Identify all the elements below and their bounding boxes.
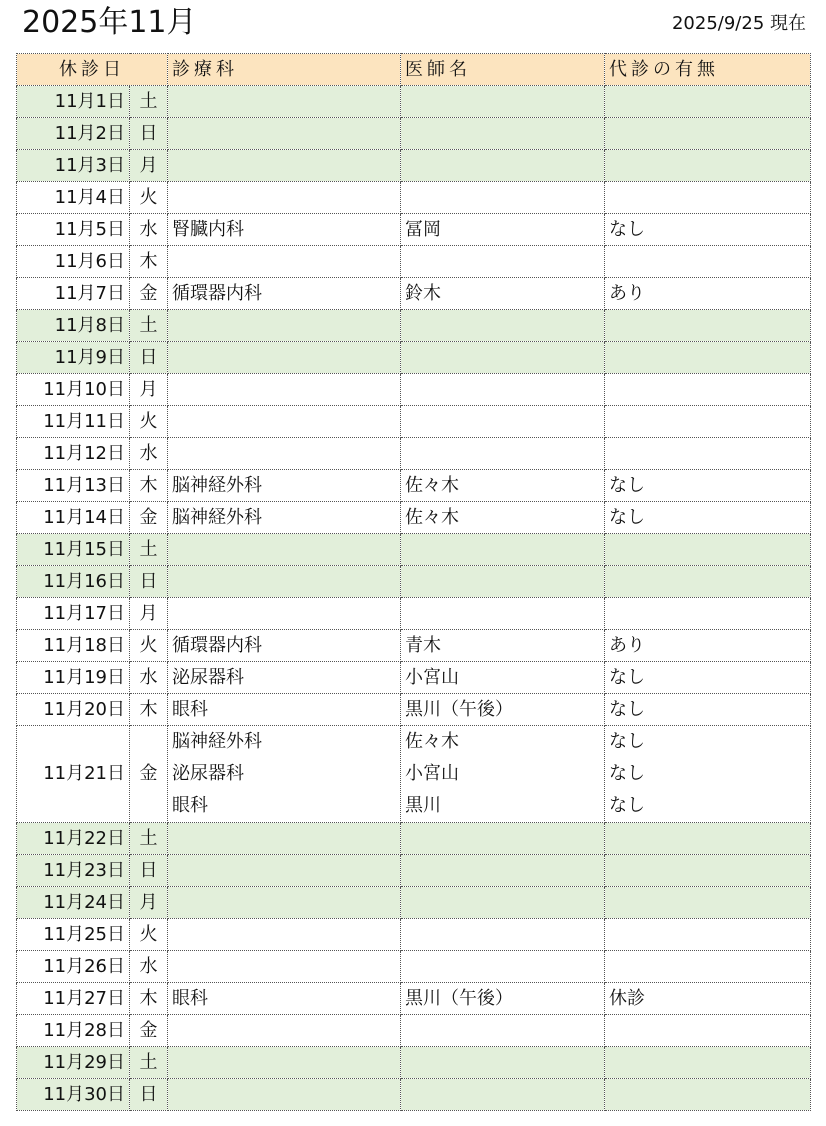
table-row [17, 694, 811, 726]
doctor-cell: 佐々木 [401, 502, 605, 534]
doctor-cell [401, 823, 605, 855]
date-cell: 11月26日 [17, 951, 130, 983]
table-row [17, 855, 811, 887]
table-row [17, 983, 811, 1015]
department-cell [168, 406, 401, 438]
date-cell: 11月4日 [17, 182, 130, 214]
substitute-cell [605, 118, 811, 150]
department-cell [168, 887, 401, 919]
weekday-cell: 火 [130, 630, 168, 662]
date-cell: 11月9日 [17, 342, 130, 374]
substitute-cell [605, 823, 811, 855]
department-cell [168, 438, 401, 470]
department-cell [168, 374, 401, 406]
table-row [17, 1079, 811, 1111]
table-row [17, 374, 811, 406]
weekday-cell: 木 [130, 983, 168, 1015]
substitute-cell [605, 150, 811, 182]
department-cell [168, 246, 401, 278]
column-header-substitute: 代診の有無 [605, 54, 811, 86]
table-row [17, 1015, 811, 1047]
doctor-cell: 佐々木 [401, 470, 605, 502]
table-row [17, 86, 811, 118]
weekday-cell: 火 [130, 406, 168, 438]
substitute-cell: あり [605, 278, 811, 310]
substitute-cell [605, 342, 811, 374]
weekday-cell: 日 [130, 1079, 168, 1111]
closure-schedule-table [16, 53, 811, 1111]
table-row [17, 406, 811, 438]
substitute-cell [605, 566, 811, 598]
date-cell: 11月30日 [17, 1079, 130, 1111]
date-cell: 11月18日 [17, 630, 130, 662]
doctor-entry: 黒川 [405, 795, 441, 816]
date-cell: 11月12日 [17, 438, 130, 470]
substitute-entry: なし [609, 731, 645, 752]
date-cell: 11月5日 [17, 214, 130, 246]
doctor-cell [401, 887, 605, 919]
weekday-cell: 土 [130, 86, 168, 118]
department-cell [168, 342, 401, 374]
substitute-cell [605, 1079, 811, 1111]
weekday-cell: 土 [130, 534, 168, 566]
doctor-cell: 鈴木 [401, 278, 605, 310]
substitute-cell: なし [605, 214, 811, 246]
table-row [17, 502, 811, 534]
doctor-cell [401, 118, 605, 150]
date-cell: 11月11日 [17, 406, 130, 438]
table-row [17, 310, 811, 342]
doctor-cell [401, 342, 605, 374]
date-cell: 11月28日 [17, 1015, 130, 1047]
weekday-cell: 水 [130, 438, 168, 470]
date-cell: 11月15日 [17, 534, 130, 566]
table-row [17, 566, 811, 598]
weekday-cell: 月 [130, 374, 168, 406]
substitute-cell [605, 438, 811, 470]
doctor-cell: 小宮山 [401, 662, 605, 694]
doctor-cell [401, 919, 605, 951]
weekday-cell: 日 [130, 118, 168, 150]
department-entry: 泌尿器科 [172, 763, 244, 784]
substitute-cell: なし [605, 502, 811, 534]
doctor-cell [401, 438, 605, 470]
date-cell: 11月3日 [17, 150, 130, 182]
department-cell [168, 86, 401, 118]
department-cell [168, 726, 401, 823]
department-entry: 脳神経外科 [172, 731, 262, 752]
substitute-cell: なし [605, 694, 811, 726]
substitute-cell [605, 951, 811, 983]
doctor-cell [401, 855, 605, 887]
column-header-doctor: 医師名 [401, 54, 605, 86]
weekday-cell: 木 [130, 246, 168, 278]
substitute-entry: なし [609, 763, 645, 784]
weekday-cell: 土 [130, 1047, 168, 1079]
doctor-entry: 小宮山 [405, 763, 459, 784]
substitute-cell [605, 726, 811, 823]
doctor-cell [401, 182, 605, 214]
doctor-entry: 佐々木 [405, 731, 459, 752]
doctor-cell: 青木 [401, 630, 605, 662]
weekday-cell: 水 [130, 662, 168, 694]
department-cell [168, 951, 401, 983]
table-row [17, 470, 811, 502]
date-cell: 11月6日 [17, 246, 130, 278]
substitute-cell [605, 374, 811, 406]
substitute-cell [605, 887, 811, 919]
substitute-cell [605, 919, 811, 951]
table-row [17, 919, 811, 951]
column-header-department: 診療科 [168, 54, 401, 86]
date-cell: 11月22日 [17, 823, 130, 855]
date-cell: 11月23日 [17, 855, 130, 887]
date-cell: 11月29日 [17, 1047, 130, 1079]
weekday-cell: 木 [130, 470, 168, 502]
weekday-cell: 水 [130, 214, 168, 246]
doctor-cell [401, 150, 605, 182]
department-cell [168, 118, 401, 150]
table-row [17, 118, 811, 150]
department-cell: 脳神経外科 [168, 470, 401, 502]
table-row [17, 246, 811, 278]
department-cell [168, 566, 401, 598]
department-cell [168, 919, 401, 951]
department-cell [168, 1015, 401, 1047]
weekday-cell: 日 [130, 566, 168, 598]
doctor-cell [401, 406, 605, 438]
doctor-cell: 黒川（午後） [401, 694, 605, 726]
weekday-cell: 土 [130, 823, 168, 855]
department-cell [168, 598, 401, 630]
department-cell: 泌尿器科 [168, 662, 401, 694]
substitute-cell: なし [605, 662, 811, 694]
table-row [17, 726, 811, 823]
table-row [17, 150, 811, 182]
date-cell: 11月7日 [17, 278, 130, 310]
date-cell: 11月17日 [17, 598, 130, 630]
table-row [17, 438, 811, 470]
substitute-entry: なし [609, 795, 645, 816]
table-row [17, 534, 811, 566]
doctor-cell [401, 598, 605, 630]
doctor-cell [401, 86, 605, 118]
date-cell: 11月14日 [17, 502, 130, 534]
department-cell [168, 1079, 401, 1111]
date-cell: 11月8日 [17, 310, 130, 342]
department-cell [168, 855, 401, 887]
substitute-cell [605, 598, 811, 630]
substitute-cell [605, 406, 811, 438]
date-cell: 11月24日 [17, 887, 130, 919]
doctor-cell [401, 1079, 605, 1111]
weekday-cell: 火 [130, 182, 168, 214]
table-row [17, 214, 811, 246]
substitute-cell [605, 246, 811, 278]
table-row [17, 1047, 811, 1079]
weekday-cell: 金 [130, 1015, 168, 1047]
weekday-cell: 木 [130, 694, 168, 726]
doctor-cell [401, 1015, 605, 1047]
table-row [17, 887, 811, 919]
date-cell: 11月10日 [17, 374, 130, 406]
weekday-cell: 月 [130, 150, 168, 182]
substitute-cell: あり [605, 630, 811, 662]
department-cell: 腎臓内科 [168, 214, 401, 246]
doctor-cell [401, 566, 605, 598]
table-row [17, 823, 811, 855]
weekday-cell: 月 [130, 887, 168, 919]
table-row [17, 630, 811, 662]
doctor-cell: 冨岡 [401, 214, 605, 246]
date-cell: 11月13日 [17, 470, 130, 502]
page-title: 2025年11月 [22, 5, 197, 40]
department-cell: 循環器内科 [168, 630, 401, 662]
weekday-cell: 金 [130, 278, 168, 310]
table-row [17, 951, 811, 983]
table-row [17, 342, 811, 374]
table-row [17, 598, 811, 630]
doctor-cell [401, 246, 605, 278]
doctor-cell [401, 374, 605, 406]
weekday-cell: 金 [130, 726, 168, 823]
department-entry: 眼科 [172, 795, 208, 816]
weekday-cell: 金 [130, 502, 168, 534]
table-row [17, 662, 811, 694]
date-cell: 11月2日 [17, 118, 130, 150]
department-cell [168, 823, 401, 855]
substitute-cell [605, 86, 811, 118]
as-of-date: 2025/9/25 現在 [671, 13, 806, 34]
weekday-cell: 日 [130, 855, 168, 887]
substitute-cell [605, 855, 811, 887]
department-cell: 脳神経外科 [168, 502, 401, 534]
date-cell: 11月1日 [17, 86, 130, 118]
table-header-row [17, 54, 811, 86]
column-header-date: 休診日 [17, 54, 168, 86]
substitute-cell: 休診 [605, 983, 811, 1015]
substitute-cell [605, 534, 811, 566]
doctor-cell: 黒川（午後） [401, 983, 605, 1015]
weekday-cell: 土 [130, 310, 168, 342]
department-cell: 眼科 [168, 694, 401, 726]
department-cell [168, 182, 401, 214]
table-row [17, 278, 811, 310]
department-cell [168, 1047, 401, 1079]
substitute-cell [605, 1015, 811, 1047]
date-cell: 11月19日 [17, 662, 130, 694]
weekday-cell: 火 [130, 919, 168, 951]
doctor-cell [401, 310, 605, 342]
date-cell: 11月20日 [17, 694, 130, 726]
department-cell [168, 534, 401, 566]
table-row [17, 182, 811, 214]
weekday-cell: 水 [130, 951, 168, 983]
weekday-cell: 月 [130, 598, 168, 630]
date-cell: 11月16日 [17, 566, 130, 598]
substitute-cell [605, 310, 811, 342]
substitute-cell [605, 1047, 811, 1079]
department-cell [168, 150, 401, 182]
date-cell: 11月27日 [17, 983, 130, 1015]
date-cell: 11月21日 [17, 726, 130, 823]
date-cell: 11月25日 [17, 919, 130, 951]
department-cell: 循環器内科 [168, 278, 401, 310]
substitute-cell: なし [605, 470, 811, 502]
doctor-cell [401, 1047, 605, 1079]
table-body [17, 86, 811, 1111]
doctor-cell [401, 726, 605, 823]
substitute-cell [605, 182, 811, 214]
weekday-cell: 日 [130, 342, 168, 374]
doctor-cell [401, 534, 605, 566]
department-cell [168, 310, 401, 342]
department-cell: 眼科 [168, 983, 401, 1015]
doctor-cell [401, 951, 605, 983]
